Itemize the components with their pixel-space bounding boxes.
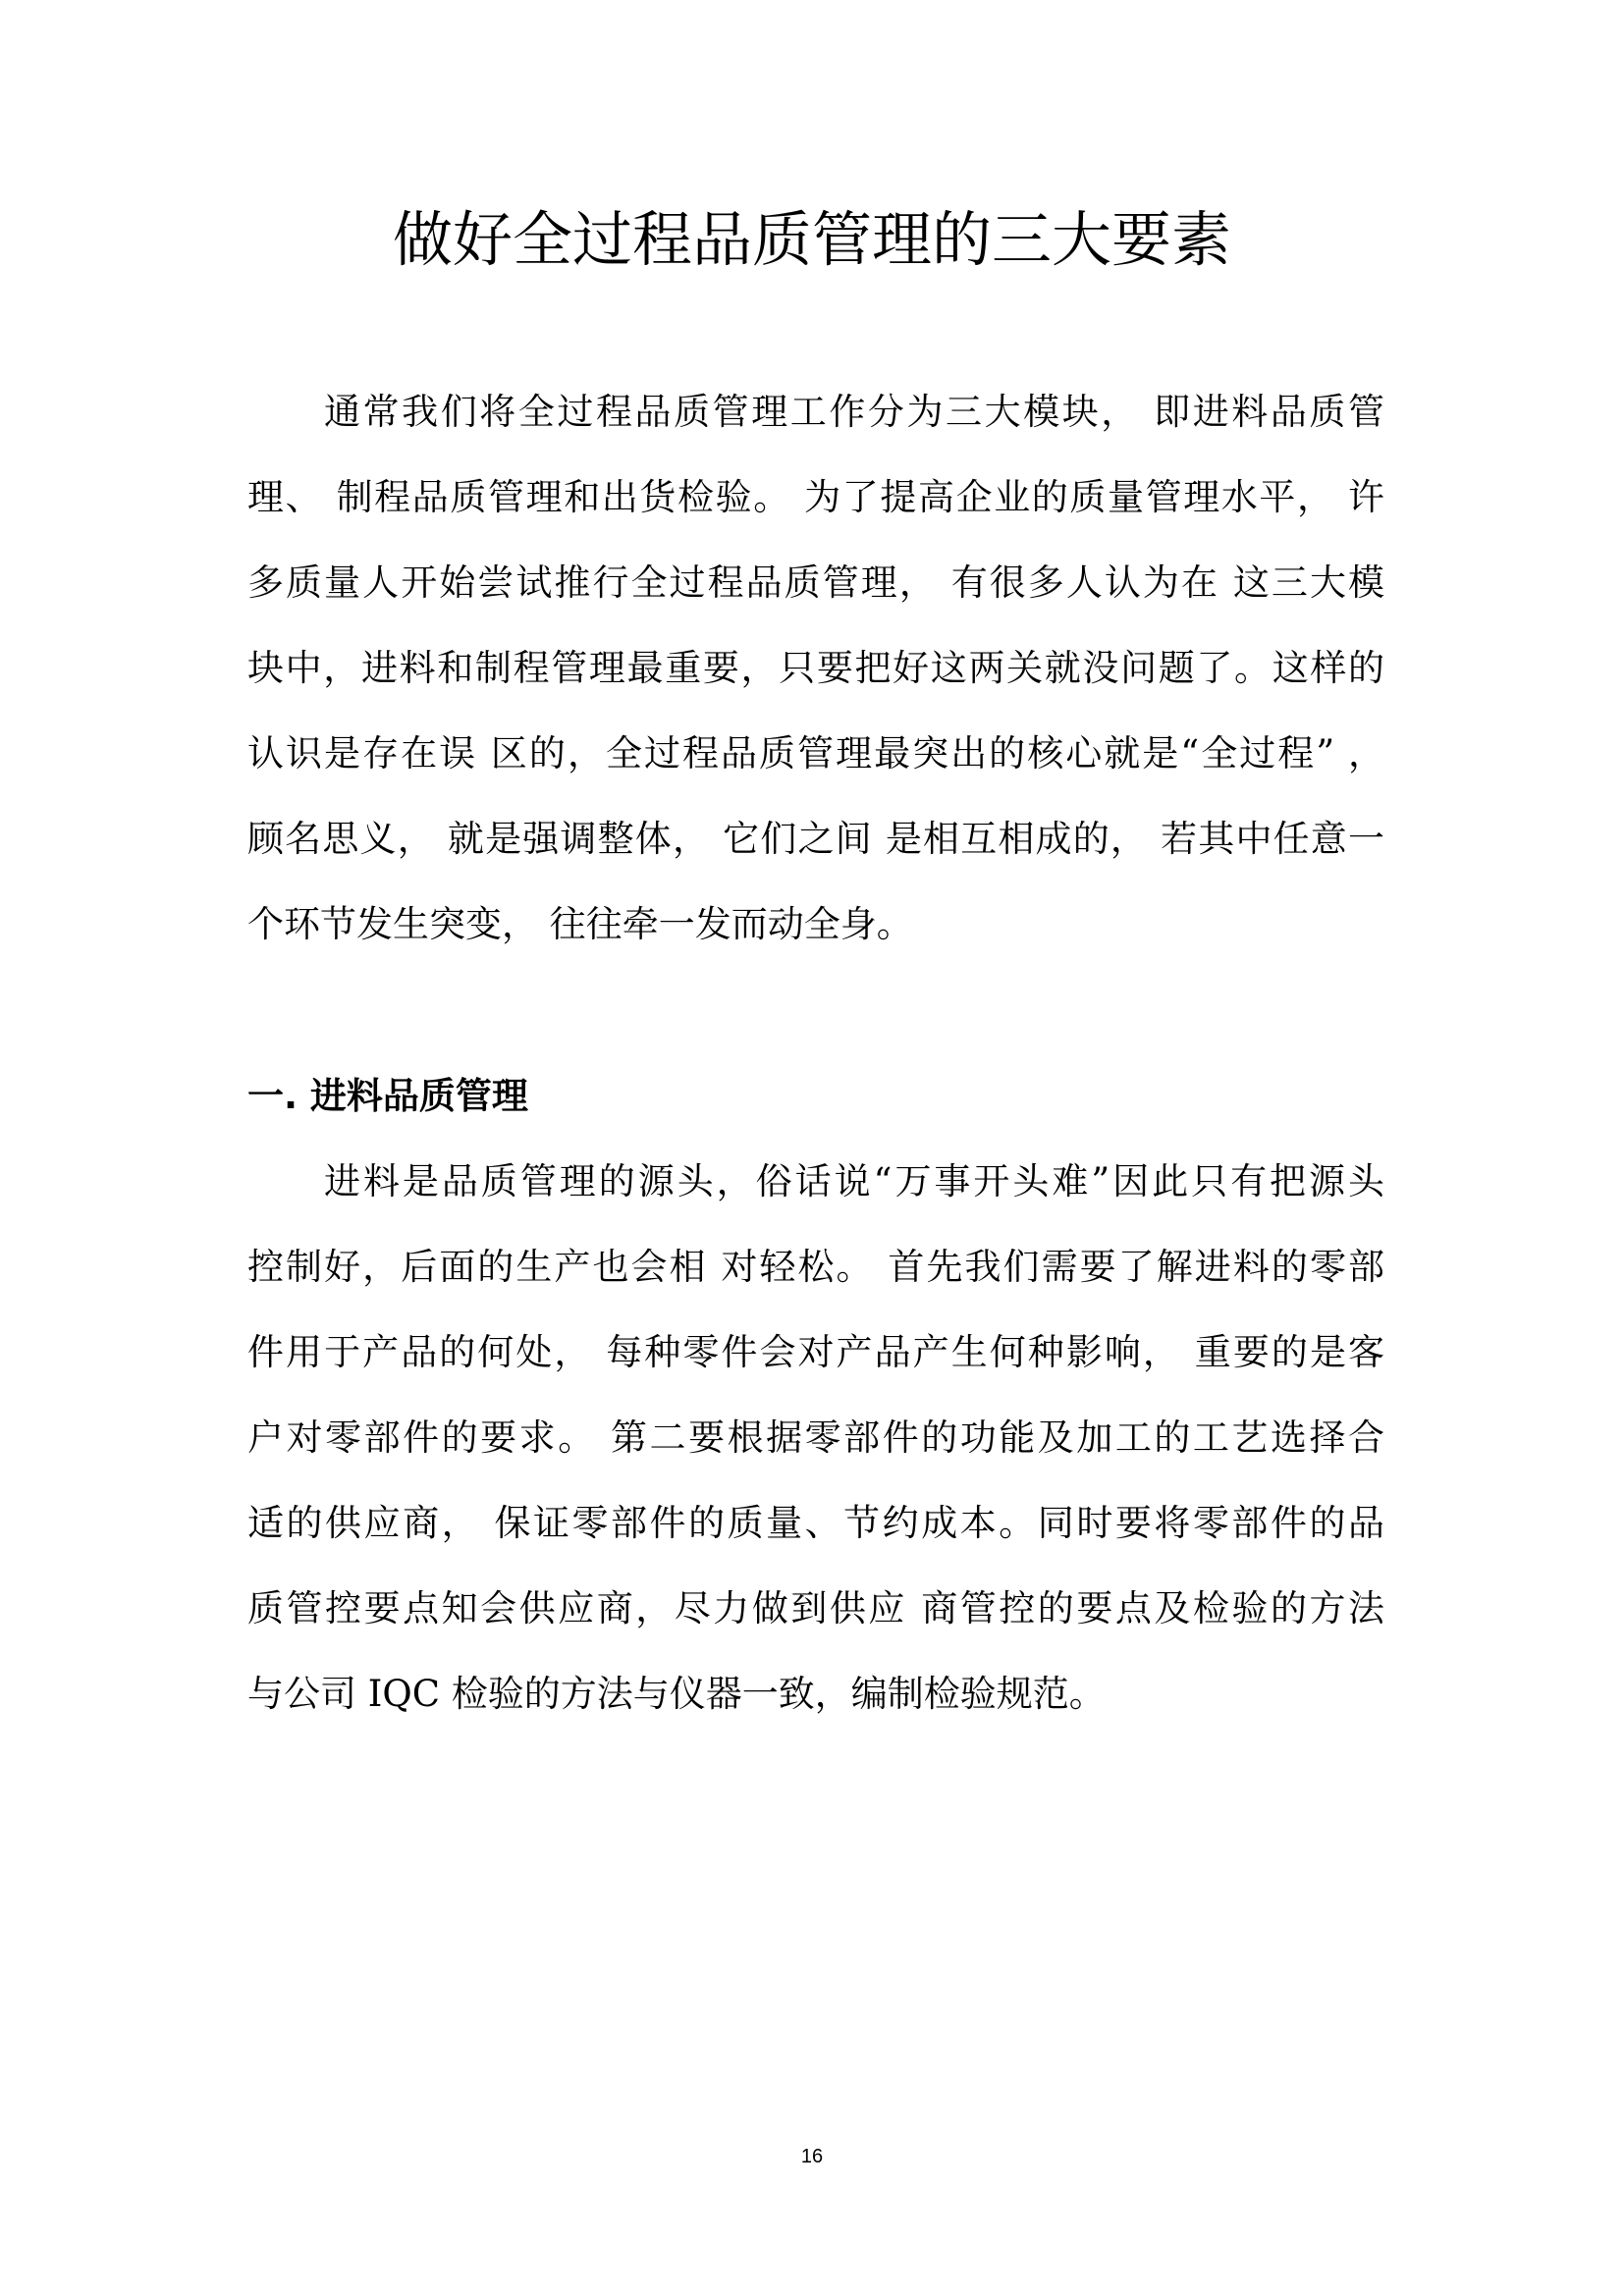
paragraph-line: 与公司 IQC 检验的方法与仪器一致，编制检验规范。 (247, 1673, 1106, 1715)
paragraph-line: 件用于产品的何处， 每种零件会对产品产生何种影响， 重要的是客 (247, 1331, 1384, 1373)
section-heading: 一. 进料品质管理 (247, 1075, 528, 1117)
paragraph-line: 适的供应商， 保证零部件的质量、节约成本。同时要将零部件的品 (247, 1502, 1384, 1544)
document-title: 做好全过程品质管理的三大要素 (392, 205, 1231, 275)
paragraph-line: 顾名思义， 就是强调整体， 它们之间 是相互相成的， 若其中任意一 (247, 818, 1384, 860)
paragraph-line: 通常我们将全过程品质管理工作分为三大模块， 即进料品质管 (324, 391, 1384, 433)
paragraph-line: 进料是品质管理的源头，俗话说“万事开头难”因此只有把源头 (324, 1160, 1384, 1202)
paragraph-line: 块中，进料和制程管理最重要，只要把好这两关就没问题了。这样的 (247, 647, 1384, 689)
paragraph-line: 理、 制程品质管理和出货检验。 为了提高企业的质量管理水平， 许 (247, 476, 1384, 518)
paragraph-line: 个环节发生突变， 往往牵一发而动全身。 (247, 903, 913, 945)
paragraph-line: 控制好，后面的生产也会相 对轻松。 首先我们需要了解进料的零部 (247, 1246, 1384, 1288)
paragraph-line: 认识是存在误 区的，全过程品质管理最突出的核心就是“全过程” ， (247, 732, 1384, 774)
paragraph-line: 户对零部件的要求。 第二要根据零部件的功能及加工的工艺选择合 (247, 1416, 1384, 1459)
paragraph-line: 多质量人开始尝试推行全过程品质管理， 有很多人认为在 这三大模 (247, 561, 1384, 604)
page-number: 16 (800, 2146, 824, 2167)
paragraph-line: 质管控要点知会供应商，尽力做到供应 商管控的要点及检验的方法 (247, 1587, 1384, 1629)
